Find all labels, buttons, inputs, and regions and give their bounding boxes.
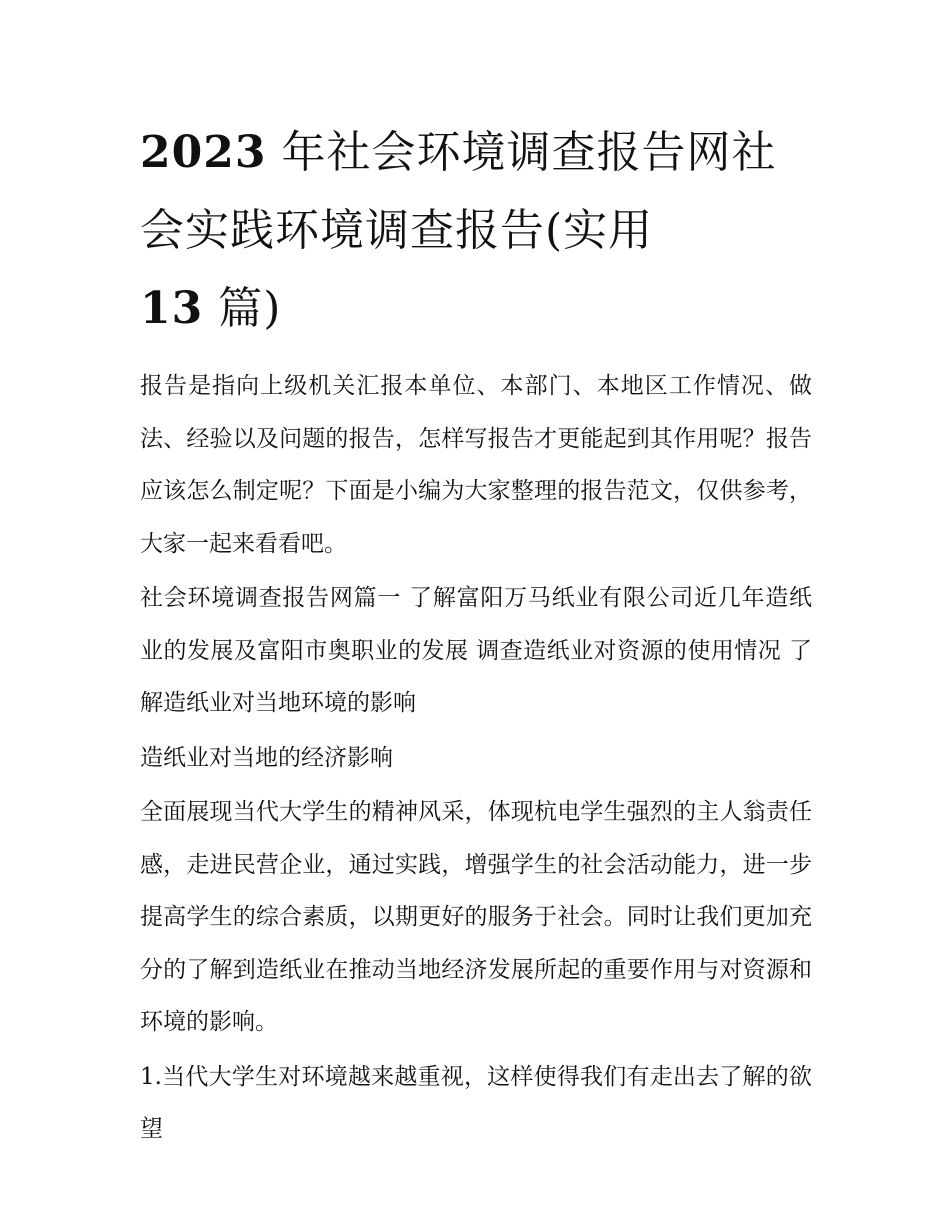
title-count: 13: [140, 283, 204, 334]
title-text: 年社会环境调查报告网社会实践环境调查报告(实用: [140, 127, 777, 256]
paragraph-intro: 报告是指向上级机关汇报本单位、本部门、本地区工作情况、做法、经验以及问题的报告，怎样写报告才更能起到其作用呢？报告应该怎么制定呢？下面是小编为大家整理的报告范文，仅供参考，大家一起来看看吧。: [140, 373, 812, 557]
document-page: [140, 114, 812, 1158]
title-suffix: 篇): [218, 283, 282, 334]
paragraph-purpose: 全面展现当代大学生的精神风采，体现杭电学生强烈的主人翁责任感，走进民营企业，通过实践，增强学生的社会活动能力，进一步提高学生的综合素质，以期更好的服务于社会。同时让我们更加充分的了解到造纸业在推动当地经济发展所起的重要作用与对资源和环境的影响。: [140, 799, 812, 1035]
paragraph-point-one: 1.当代大学生对环境越来越重视，这样使得我们有走出去了解的欲望: [140, 1063, 812, 1142]
paragraph-economic-impact: 造纸业对当地的经济影响: [140, 744, 393, 771]
document-body: [140, 360, 812, 1156]
paragraph-section-one: 社会环境调查报告网篇一 了解富阳万马纸业有限公司近几年造纸业的发展及富阳市奥职业的发展 调查造纸业对资源的使用情况 了解造纸业对当地环境的影响: [140, 585, 812, 716]
title-year: 2023: [140, 127, 267, 178]
document-title: [140, 114, 812, 348]
